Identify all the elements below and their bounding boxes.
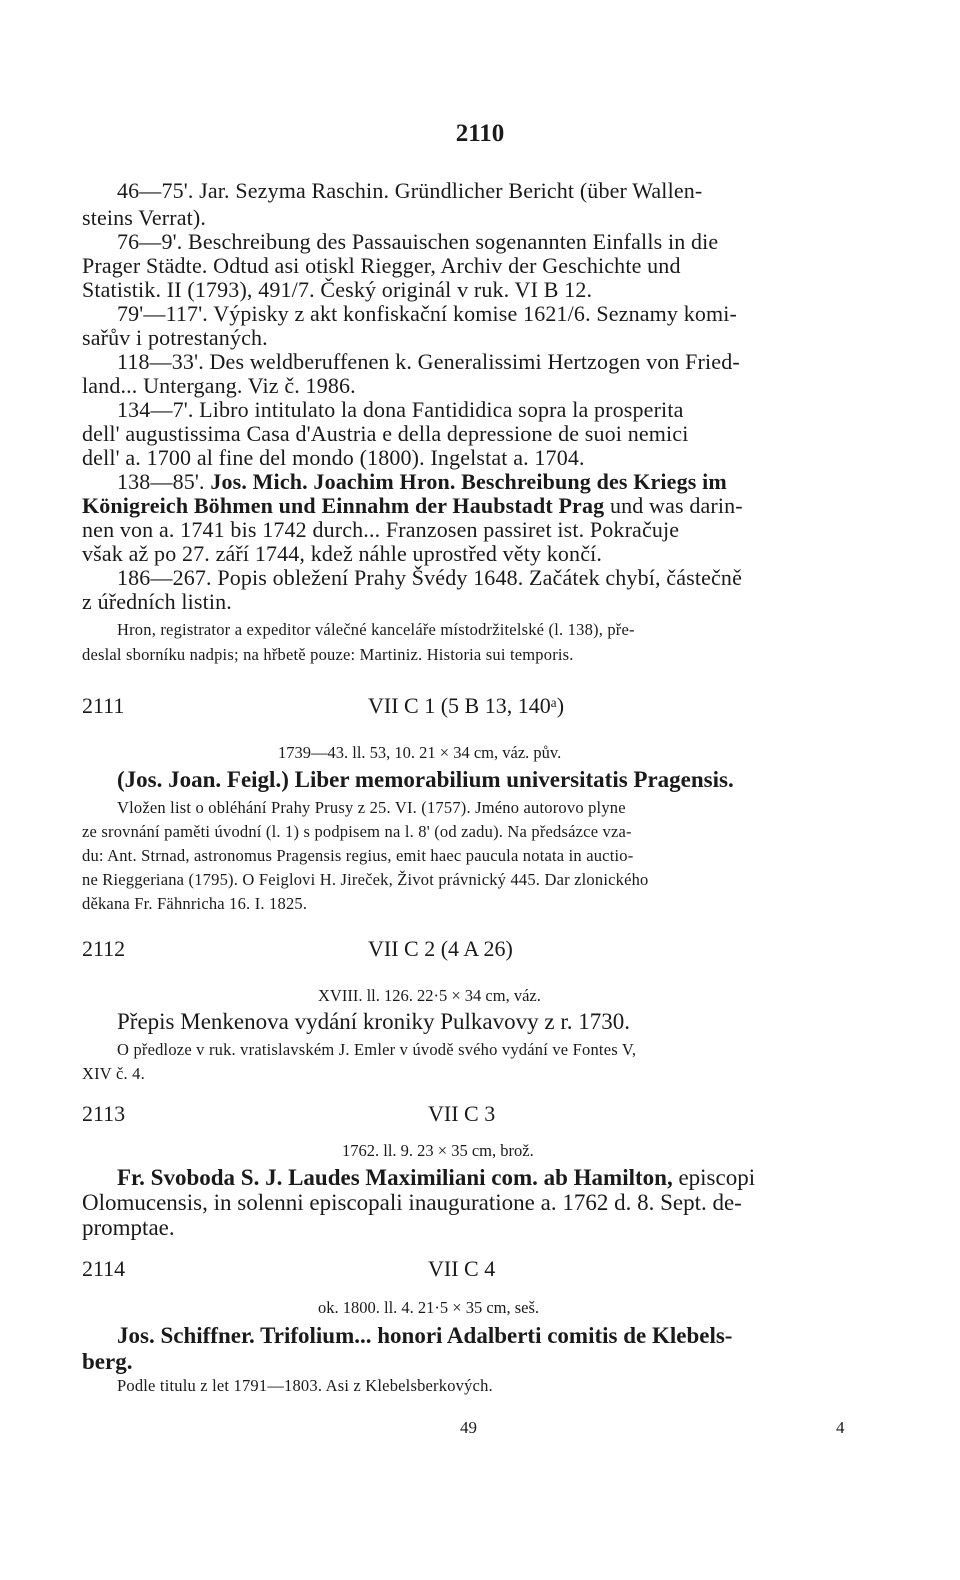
text-line: [117, 469, 727, 495]
entry-title: Jos. Schiffner. Trifolium... honori Adalberti comitis de Klebels-: [117, 1323, 733, 1348]
note-line: ne Rieggeriana (1795). O Feiglovi H. Jireček, Život právnický 445. Dar zlonického: [82, 870, 649, 889]
note-line: XIV č. 4.: [82, 1064, 145, 1083]
entry-number: 2113: [82, 1101, 126, 1126]
note-line: Hron, registrator a expeditor válečné kanceláře místodržitelské (l. 138), pře-: [117, 620, 635, 639]
text-line: 186—267. Popis obležení Prahy Švédy 1648. Začátek chybí, částečně: [117, 565, 742, 590]
title-line: berg.: [82, 1349, 133, 1374]
text-line: [82, 493, 743, 519]
entry-number: 2111: [82, 693, 125, 718]
text-line: 134—7'. Libro intitulato la dona Fantididica sopra la prosperita: [117, 397, 684, 422]
text-span: und was darin-: [609, 493, 743, 518]
physical-description: XVIII. ll. 126. 22·5 × 34 cm, váz.: [318, 986, 541, 1005]
entry-number: 2114: [82, 1256, 126, 1281]
bold-title: Fr. Svoboda S. J. Laudes Maximiliani com. ab Hamilton,: [117, 1165, 673, 1190]
text-line: z úředních listin.: [82, 589, 232, 614]
note-line: ze srovnání paměti úvodní (l. 1) s podpisem na l. 8' (od zadu). Na předsázce vza-: [82, 822, 632, 841]
shelf-signature: VII C 4: [428, 1256, 496, 1281]
physical-description: 1762. ll. 9. 23 × 35 cm, brož.: [342, 1141, 534, 1160]
folio-range: 138—85'.: [117, 469, 205, 494]
text-line: Prager Städte. Odtud asi otiskl Riegger, Archiv der Geschichte und: [82, 253, 681, 278]
shelf-signature: VII C 3: [428, 1101, 496, 1126]
physical-description: 1739—43. ll. 53, 10. 21 × 34 cm, váz. pův.: [278, 743, 562, 762]
shelf-signature: VII C 2 (4 A 26): [368, 936, 513, 961]
note-line: du: Ant. Strnad, astronomus Pragensis regius, emit haec paucula notata in auctio-: [82, 846, 634, 865]
entry-number: 2112: [82, 936, 126, 961]
text-span: episcopi: [678, 1165, 756, 1190]
sheet-number: 49: [460, 1418, 477, 1437]
shelf-signature: VII C 1 (5 B 13, 140ᵃ): [368, 693, 565, 718]
physical-description: ok. 1800. ll. 4. 21·5 × 35 cm, seš.: [318, 1298, 540, 1317]
bold-title: Königreich Böhmen und Einnahm der Haubstadt Prag: [82, 493, 605, 518]
text-line: 79'—117'. Výpisky z akt konfiskační komise 1621/6. Seznamy komi-: [117, 301, 738, 326]
entry-title: Přepis Menkenova vydání kroniky Pulkavovy z r. 1730.: [117, 1009, 630, 1034]
signature-mark: 4: [836, 1418, 845, 1437]
page-number: 2110: [455, 120, 505, 147]
text-line: Statistik. II (1793), 491/7. Český originál v ruk. VI B 12.: [82, 277, 593, 302]
text-line: dell' a. 1700 al fine del mondo (1800). Ingelstat a. 1704.: [82, 445, 585, 470]
title-line: promptae.: [82, 1215, 175, 1240]
text-line: sařův i potrestaných.: [82, 325, 268, 350]
text-line: nen von a. 1741 bis 1742 durch... Franzosen passiret ist. Pokračuje: [82, 517, 680, 542]
note-line: O předloze v ruk. vratislavském J. Emler v úvodě svého vydání ve Fontes V,: [117, 1040, 637, 1059]
text-line: 118—33'. Des weldberuffenen k. Generalissimi Hertzogen von Fried-: [117, 349, 740, 374]
text-line: land... Untergang. Viz č. 1986.: [82, 373, 356, 398]
text-line: steins Verrat).: [82, 205, 207, 230]
text-line: dell' augustissima Casa d'Austria e della depressione de suoi nemici: [82, 421, 689, 446]
note-line: Podle titulu z let 1791—1803. Asi z Klebelsberkových.: [117, 1376, 493, 1395]
entry-title: (Jos. Joan. Feigl.) Liber memorabilium universitatis Pragensis.: [117, 767, 734, 792]
title-line: Olomucensis, in solenni episcopali inauguratione a. 1762 d. 8. Sept. de-: [82, 1190, 742, 1215]
note-line: deslal sborníku nadpis; na hřbetě pouze: Martiniz. Historia sui temporis.: [82, 645, 574, 664]
text-line: 46—75'. Jar. Sezyma Raschin. Gründlicher Bericht (über Wallen-: [117, 178, 703, 203]
text-line: však až po 27. září 1744, kdež náhle uprostřed věty končí.: [82, 541, 603, 566]
note-line: Vložen list o obléhání Prahy Prusy z 25. VI. (1757). Jméno autorovo plyne: [117, 798, 626, 817]
entry-title: [117, 1165, 755, 1191]
note-line: děkana Fr. Fähnricha 16. I. 1825.: [82, 894, 308, 913]
text-line: 76—9'. Beschreibung des Passauischen sogenannten Einfalls in die: [117, 229, 719, 254]
bold-title: Jos. Mich. Joachim Hron. Beschreibung des Kriegs im: [210, 469, 727, 494]
